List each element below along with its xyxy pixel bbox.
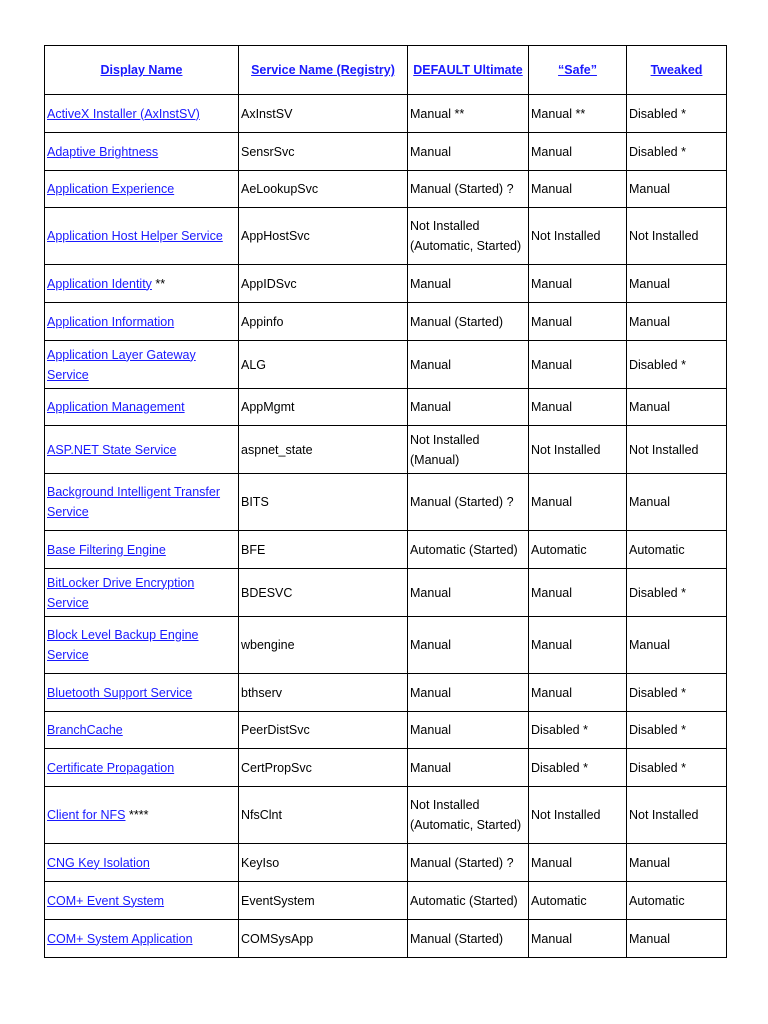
table-row: [45, 531, 727, 569]
table-row: [45, 674, 727, 712]
table-row: [45, 133, 727, 171]
service-name-cell: AppHostSvc: [239, 208, 408, 265]
tweaked-value-cell: Manual: [627, 844, 727, 882]
table-row: [45, 208, 727, 265]
service-name-cell: KeyIso: [239, 844, 408, 882]
tweaked-value-cell: Not Installed: [627, 787, 727, 844]
table-row: [45, 844, 727, 882]
display-name-cell: [45, 303, 239, 341]
safe-value-cell: Manual: [529, 389, 627, 426]
safe-value-cell: Manual: [529, 265, 627, 303]
safe-value-cell: Manual: [529, 617, 627, 674]
tweaked-value-cell: Manual: [627, 389, 727, 426]
display-name-cell: [45, 844, 239, 882]
header-display-name[interactable]: Display Name: [45, 46, 239, 95]
service-link[interactable]: ActiveX Installer (AxInstSV): [47, 106, 200, 121]
tweaked-value-cell: Manual: [627, 617, 727, 674]
service-link[interactable]: Certificate Propagation: [47, 760, 175, 775]
display-name-cell: [45, 341, 239, 389]
default-value-cell: Automatic (Started): [408, 882, 529, 920]
tweaked-value-cell: Disabled *: [627, 95, 727, 133]
display-name-cell: [45, 749, 239, 787]
service-link[interactable]: ASP.NET State Service: [47, 442, 177, 457]
service-link[interactable]: Block Level Backup Engine Service: [47, 628, 199, 662]
service-name-cell: ALG: [239, 341, 408, 389]
footnote-marker: **: [151, 276, 166, 291]
default-value-cell: Not Installed (Automatic, Started): [408, 787, 529, 844]
display-name-cell: [45, 882, 239, 920]
safe-value-cell: Manual: [529, 569, 627, 617]
table-row: [45, 389, 727, 426]
tweaked-value-cell: Automatic: [627, 531, 727, 569]
default-value-cell: Manual: [408, 617, 529, 674]
service-link[interactable]: COM+ Event System: [47, 893, 165, 908]
service-link[interactable]: COM+ System Application: [47, 931, 193, 946]
safe-value-cell: Manual: [529, 171, 627, 208]
footnote-marker: ****: [125, 808, 149, 822]
display-name-cell: [45, 208, 239, 265]
service-link[interactable]: Base Filtering Engine: [47, 542, 166, 557]
tweaked-value-cell: Manual: [627, 171, 727, 208]
safe-value-cell: Manual **: [529, 95, 627, 133]
service-name-cell: AppIDSvc: [239, 265, 408, 303]
display-name-cell: [45, 95, 239, 133]
service-name-cell: SensrSvc: [239, 133, 408, 171]
display-name-cell: [45, 787, 239, 844]
tweaked-value-cell: Automatic: [627, 882, 727, 920]
default-value-cell: Manual **: [408, 95, 529, 133]
display-name-cell: [45, 389, 239, 426]
header-default[interactable]: DEFAULT Ultimate: [408, 46, 529, 95]
default-value-cell: Manual (Started) ?: [408, 171, 529, 208]
table-row: [45, 341, 727, 389]
default-value-cell: Not Installed (Automatic, Started): [408, 208, 529, 265]
tweaked-value-cell: Disabled *: [627, 749, 727, 787]
tweaked-value-cell: Disabled *: [627, 569, 727, 617]
safe-value-cell: Not Installed: [529, 208, 627, 265]
tweaked-value-cell: Not Installed: [627, 208, 727, 265]
tweaked-value-cell: Disabled *: [627, 133, 727, 171]
service-link[interactable]: Application Host Helper Service: [47, 229, 223, 243]
tweaked-value-cell: Manual: [627, 265, 727, 303]
service-name-cell: BDESVC: [239, 569, 408, 617]
default-value-cell: Manual (Started) ?: [408, 474, 529, 531]
display-name-cell: [45, 569, 239, 617]
service-name-cell: BFE: [239, 531, 408, 569]
safe-value-cell: Not Installed: [529, 787, 627, 844]
service-link[interactable]: BranchCache: [47, 723, 123, 737]
tweaked-value-cell: Disabled *: [627, 712, 727, 749]
default-value-cell: Manual: [408, 569, 529, 617]
display-name-cell: [45, 712, 239, 749]
header-row: [45, 46, 727, 95]
service-link[interactable]: BitLocker Drive Encryption Service: [47, 575, 195, 610]
safe-value-cell: Manual: [529, 920, 627, 958]
safe-value-cell: Manual: [529, 133, 627, 171]
header-tweaked[interactable]: Tweaked: [627, 46, 727, 95]
table-body: [45, 95, 727, 958]
default-value-cell: Manual: [408, 674, 529, 712]
table-row: [45, 95, 727, 133]
default-value-cell: Manual (Started) ?: [408, 844, 529, 882]
services-table: [44, 45, 727, 958]
display-name-cell: [45, 133, 239, 171]
service-name-cell: AxInstSV: [239, 95, 408, 133]
service-link[interactable]: Bluetooth Support Service: [47, 685, 193, 700]
table-row: [45, 787, 727, 844]
table-row: [45, 474, 727, 531]
default-value-cell: Automatic (Started): [408, 531, 529, 569]
service-link[interactable]: CNG Key Isolation: [47, 855, 150, 870]
table-row: [45, 303, 727, 341]
tweaked-value-cell: Not Installed: [627, 426, 727, 474]
table-row: [45, 171, 727, 208]
safe-value-cell: Disabled *: [529, 712, 627, 749]
default-value-cell: Manual (Started): [408, 303, 529, 341]
display-name-cell: [45, 171, 239, 208]
default-value-cell: Not Installed (Manual): [408, 426, 529, 474]
safe-value-cell: Automatic: [529, 531, 627, 569]
service-name-cell: BITS: [239, 474, 408, 531]
tweaked-value-cell: Disabled *: [627, 674, 727, 712]
table-row: [45, 426, 727, 474]
display-name-cell: [45, 674, 239, 712]
display-name-cell: [45, 426, 239, 474]
service-link[interactable]: Background Intelligent Transfer Service: [47, 485, 221, 519]
service-name-cell: COMSysApp: [239, 920, 408, 958]
safe-value-cell: Not Installed: [529, 426, 627, 474]
default-value-cell: Manual: [408, 341, 529, 389]
safe-value-cell: Manual: [529, 474, 627, 531]
header-service-name[interactable]: Service Name (Registry): [239, 46, 408, 95]
safe-value-cell: Manual: [529, 303, 627, 341]
safe-value-cell: Manual: [529, 844, 627, 882]
table-row: [45, 265, 727, 303]
tweaked-value-cell: Manual: [627, 474, 727, 531]
table-row: [45, 569, 727, 617]
service-link[interactable]: Application Management: [47, 400, 185, 414]
service-name-cell: aspnet_state: [239, 426, 408, 474]
tweaked-value-cell: Manual: [627, 920, 727, 958]
header-safe[interactable]: “Safe”: [529, 46, 627, 95]
safe-value-cell: Disabled *: [529, 749, 627, 787]
service-link[interactable]: Adaptive Brightness: [47, 144, 159, 159]
tweaked-value-cell: Manual: [627, 303, 727, 341]
default-value-cell: Manual: [408, 265, 529, 303]
display-name-cell: [45, 265, 239, 303]
default-value-cell: Manual: [408, 749, 529, 787]
table-row: [45, 920, 727, 958]
service-link[interactable]: Application Layer Gateway Service: [47, 347, 196, 382]
default-value-cell: Manual: [408, 389, 529, 426]
safe-value-cell: Manual: [529, 674, 627, 712]
service-link[interactable]: Application Information: [47, 314, 175, 329]
table-row: [45, 882, 727, 920]
tweaked-value-cell: Disabled *: [627, 341, 727, 389]
service-link[interactable]: Application Experience: [47, 182, 175, 196]
service-name-cell: AppMgmt: [239, 389, 408, 426]
service-name-cell: bthserv: [239, 674, 408, 712]
service-name-cell: EventSystem: [239, 882, 408, 920]
service-link[interactable]: Client for NFS: [47, 808, 126, 822]
service-name-cell: CertPropSvc: [239, 749, 408, 787]
service-name-cell: wbengine: [239, 617, 408, 674]
display-name-cell: [45, 531, 239, 569]
default-value-cell: Manual (Started): [408, 920, 529, 958]
service-link[interactable]: Application Identity: [47, 276, 152, 291]
display-name-cell: [45, 617, 239, 674]
table-row: [45, 749, 727, 787]
safe-value-cell: Automatic: [529, 882, 627, 920]
default-value-cell: Manual: [408, 712, 529, 749]
safe-value-cell: Manual: [529, 341, 627, 389]
service-name-cell: AeLookupSvc: [239, 171, 408, 208]
table-row: [45, 617, 727, 674]
display-name-cell: [45, 474, 239, 531]
display-name-cell: [45, 920, 239, 958]
service-name-cell: Appinfo: [239, 303, 408, 341]
service-name-cell: PeerDistSvc: [239, 712, 408, 749]
service-name-cell: NfsClnt: [239, 787, 408, 844]
table-row: [45, 712, 727, 749]
default-value-cell: Manual: [408, 133, 529, 171]
